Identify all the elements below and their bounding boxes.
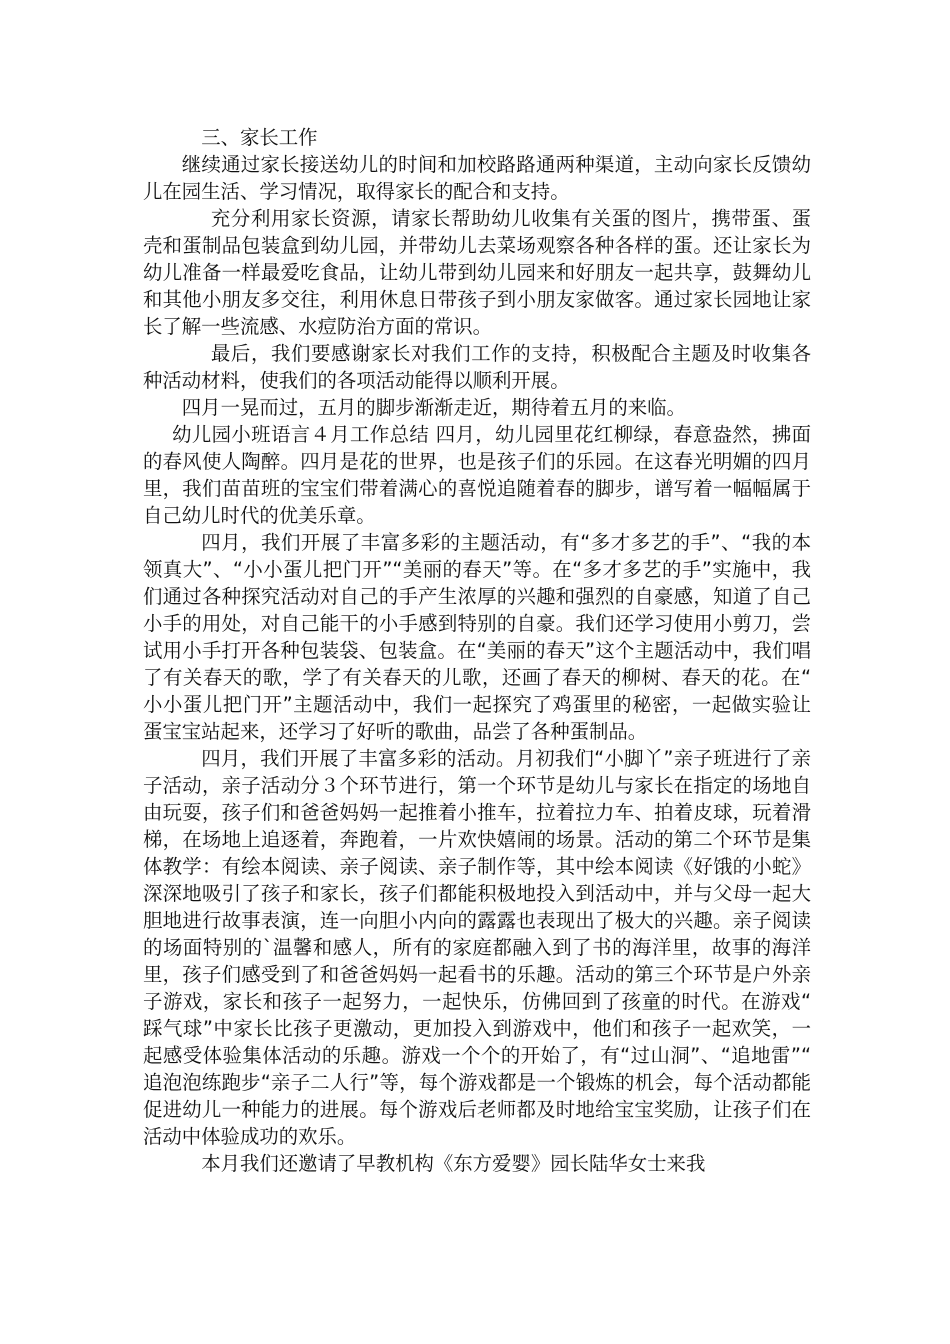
section-heading-parent-work: 三、家长工作 [201, 126, 318, 149]
paragraph-parent-feedback: 继续通过家长接送幼儿的时间和加校路路通两种渠道，主动向家长反馈幼儿在园生活、学习情况，取得家长的配合和支持。 [143, 153, 811, 203]
paragraph-summary-intro: 幼儿园小班语言４月工作总结 四月，幼儿园里花红柳绿，春意盎然，拂面的春风使人陶醉。四月是花的世界，也是孩子们的乐园。在这春光明媚的四月里，我们苗苗班的宝宝们带着满心的喜悦追随着春的脚步，谱写着一幅幅属于自己幼儿时代的优美乐章。 [143, 423, 811, 527]
paragraph-thanks-parents: 最后，我们要感谢家长对我们工作的支持，积极配合主题及时收集各种活动材料，使我们的各项活动能得以顺利开展。 [143, 342, 811, 392]
paragraph-parent-child-activities: 四月，我们开展了丰富多彩的活动。月初我们“小脚丫”亲子班进行了亲子活动，亲子活动分３个环节进行，第一个环节是幼儿与家长在指定的场地自由玩耍，孩子们和爸爸妈妈一起推着小推车，拉着拉力车、拍着皮球，玩着滑梯，在场地上追逐着，奔跑着，一片欢快嬉闹的场景。活动的第二个环节是集体教学：有绘本阅读、亲子阅读、亲子制作等，其中绘本阅读《好饿的小蛇》深深地吸引了孩子和家长，孩子们都能积极地投入到活动中，并与父母一起大胆地进行故事表演，连一向胆小内向的露露也表现出了极大的兴趣。亲子阅读的场面特别的`温馨和感人，所有的家庭都融入到了书的海洋里，故事的海洋里，孩子们感受到了和爸爸妈妈一起看书的乐趣。活动的第三个环节是户外亲子游戏，家长和孩子一起努力，一起快乐，仿佛回到了孩童的时代。在游戏“踩气球”中家长比孩子更激动，更加投入到游戏中，他们和孩子一起欢笑，一起感受体验集体活动的乐趣。游戏一个个的开始了，有“过山洞”、“追地雷”“追泡泡练跑步“亲子二人行”等，每个游戏都是一个锻炼的机会，每个活动都能促进幼儿一种能力的进展。每个游戏后老师都及时地给宝宝奖励，让孩子们在活动中体验成功的欢乐。 [143, 747, 811, 1148]
paragraph-theme-activities: 四月，我们开展了丰富多彩的主题活动，有“多才多艺的手”、“我的本领真大”、“小小蛋儿把门开”“美丽的春天”等。在“多才多艺的手”实施中，我们通过各种探究活动对自己的手产生浓厚的兴趣和强烈的自豪感，知道了自己小手的用处，对自己能干的小手感到特别的自豪。我们还学习使用小剪刀，尝试用小手打开各种包装袋、包装盒。在“美丽的春天”这个主题活动中，我们唱了有关春天的歌，学了有关春天的儿歌，还画了春天的柳树、春天的花。在“小小蛋儿把门开”主题活动中，我们一起探究了鸡蛋里的秘密，一起做实验让蛋宝宝站起来，还学习了好听的歌曲，品尝了各种蛋制品。 [143, 531, 811, 743]
document-page [143, 124, 811, 1177]
paragraph-parent-resources: 充分利用家长资源，请家长帮助幼儿收集有关蛋的图片，携带蛋、蛋壳和蛋制品包装盒到幼儿园，并带幼儿去菜场观察各种各样的蛋。还让家长为幼儿准备一样最爱吃食品，让幼儿带到幼儿园来和好朋友一起共享，鼓舞幼儿和其他小朋友多交往，利用休息日带孩子到小朋友家做客。通过家长园地让家长了解一些流感、水痘防治方面的常识。 [143, 207, 811, 338]
paragraph-invitation: 本月我们还邀请了早教机构《东方爱婴》园长陆华女士来我 [201, 1152, 706, 1175]
paragraph-april-passed: 四月一晃而过，五月的脚步渐渐走近，期待着五月的来临。 [181, 396, 686, 419]
